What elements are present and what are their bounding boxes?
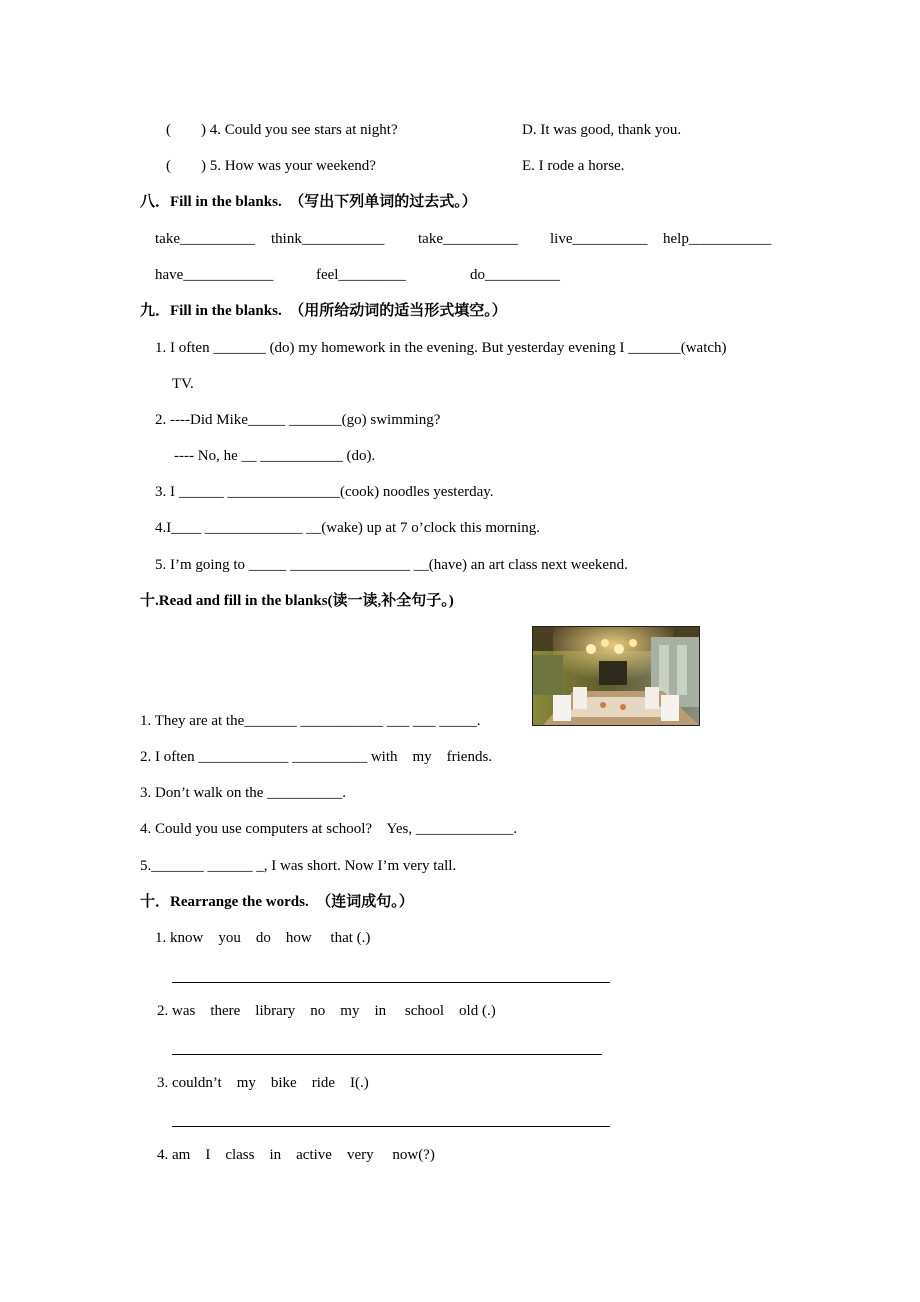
- rearrange-item-3: 3. couldn’t my bike ride I(.): [157, 1075, 369, 1091]
- past-tense-blank[interactable]: take__________: [418, 231, 518, 247]
- dining-room-photo: [532, 626, 700, 726]
- section-8-heading: 八．Fill in the blanks. （写出下列单词的过去式。）: [140, 194, 477, 210]
- read-question-4[interactable]: 4. Could you use computers at school? Yes, _____________.: [140, 821, 518, 837]
- answer-line[interactable]: [172, 1126, 610, 1127]
- verb-question-2-answer[interactable]: ---- No, he __ ___________ (do).: [174, 448, 376, 464]
- past-tense-blank[interactable]: think___________: [271, 231, 385, 247]
- match-row-4: ( ) 4. Could you see stars at night?: [166, 122, 398, 138]
- verb-question-4[interactable]: 4.I____ _____________ __(wake) up at 7 o’clock this morning.: [155, 520, 540, 536]
- match-row-5: ( ) 5. How was your weekend?: [166, 158, 376, 174]
- past-tense-blank[interactable]: live__________: [550, 231, 648, 247]
- past-tense-blank[interactable]: do__________: [470, 267, 560, 283]
- read-question-3[interactable]: 3. Don’t walk on the __________.: [140, 785, 346, 801]
- read-question-2[interactable]: 2. I often ____________ __________ with my friends.: [140, 749, 493, 765]
- answer-line[interactable]: [172, 1054, 602, 1055]
- section-9-heading: 九．Fill in the blanks. （用所给动词的适当形式填空。）: [140, 303, 507, 319]
- read-question-1[interactable]: 1. They are at the_______ ___________ ___ ___ _____.: [140, 713, 481, 729]
- section-10-read-heading: 十.Read and fill in the blanks(读一读,补全句子。): [140, 593, 454, 609]
- rearrange-item-1: 1. know you do how that (.): [155, 930, 371, 946]
- verb-question-2[interactable]: 2. ----Did Mike_____ _______(go) swimming?: [155, 412, 441, 428]
- past-tense-blank[interactable]: help___________: [663, 231, 772, 247]
- past-tense-blank[interactable]: take__________: [155, 231, 255, 247]
- rearrange-item-4: 4. am I class in active very now(?): [157, 1147, 435, 1163]
- verb-question-1[interactable]: 1. I often _______ (do) my homework in the evening. But yesterday evening I _______(watch): [155, 340, 727, 356]
- section-10-rearrange-heading: 十．Rearrange the words. （连词成句。）: [140, 894, 414, 910]
- past-tense-blank[interactable]: feel_________: [316, 267, 406, 283]
- past-tense-blank[interactable]: have____________: [155, 267, 274, 283]
- match-answer-e: E. I rode a horse.: [522, 158, 625, 174]
- read-question-5[interactable]: 5._______ ______ _, I was short. Now I’m very tall.: [140, 858, 457, 874]
- verb-question-3[interactable]: 3. I ______ _______________(cook) noodles yesterday.: [155, 484, 494, 500]
- match-answer-d: D. It was good, thank you.: [522, 122, 682, 138]
- verb-question-1-cont: TV.: [172, 376, 194, 392]
- answer-line[interactable]: [172, 982, 610, 983]
- rearrange-item-2: 2. was there library no my in school old (.): [157, 1003, 496, 1019]
- verb-question-5[interactable]: 5. I’m going to _____ ________________ __(have) an art class next weekend.: [155, 557, 628, 573]
